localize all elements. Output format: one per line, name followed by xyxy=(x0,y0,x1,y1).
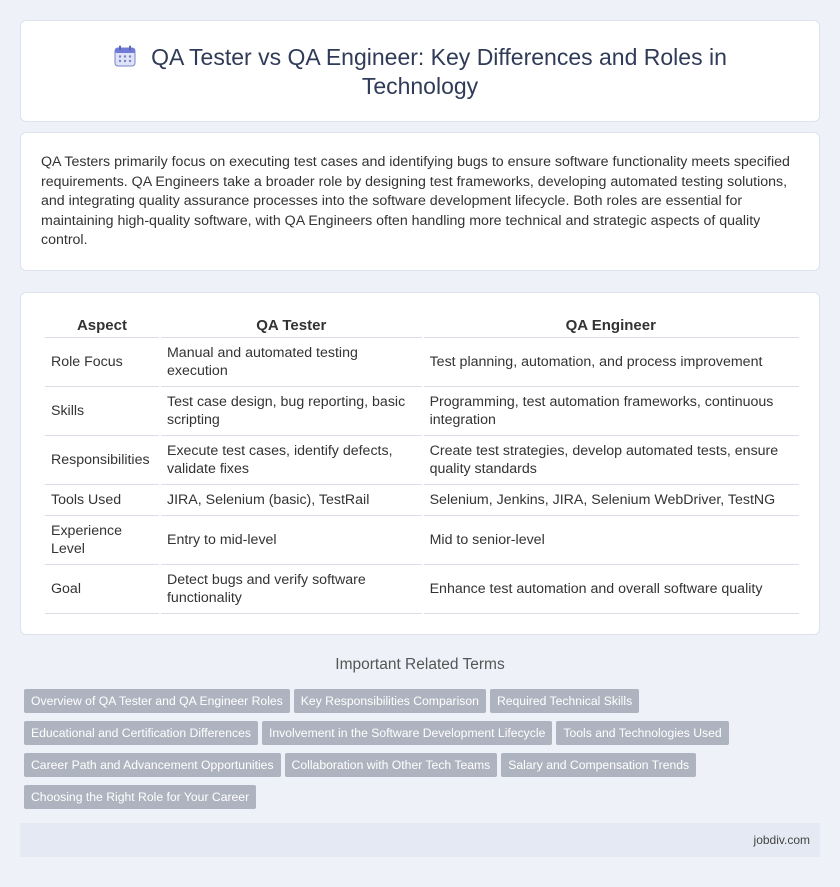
related-term-tag[interactable]: Key Responsibilities Comparison xyxy=(294,689,486,713)
table-row xyxy=(44,337,799,386)
cell-qa-tester: Manual and automated testing execution xyxy=(160,337,423,386)
header-qa-tester: QA Tester xyxy=(160,315,423,337)
table-row xyxy=(44,515,799,564)
related-terms-list xyxy=(24,689,824,817)
cell-aspect: Tools Used xyxy=(44,484,160,515)
related-term-tag[interactable]: Choosing the Right Role for Your Career xyxy=(24,785,256,809)
table-row xyxy=(44,484,799,515)
table-header-row xyxy=(44,315,799,337)
related-terms-title: Important Related Terms xyxy=(335,656,505,673)
cell-aspect: Experience Level xyxy=(44,515,160,564)
related-term-tag[interactable]: Collaboration with Other Tech Teams xyxy=(285,753,498,777)
cell-qa-tester: Detect bugs and verify software functionality xyxy=(160,564,423,613)
cell-qa-engineer: Selenium, Jenkins, JIRA, Selenium WebDriver, TestNG xyxy=(423,484,799,515)
intro-card xyxy=(20,132,820,271)
header-aspect: Aspect xyxy=(44,315,160,337)
page-title-wrap xyxy=(61,43,779,101)
related-term-tag[interactable]: Career Path and Advancement Opportunities xyxy=(24,753,281,777)
header-card xyxy=(20,20,820,122)
related-term-tag[interactable]: Overview of QA Tester and QA Engineer Roles xyxy=(24,689,290,713)
cell-qa-engineer: Programming, test automation frameworks, continuous integration xyxy=(423,386,799,435)
header-qa-engineer: QA Engineer xyxy=(423,315,799,337)
cell-aspect: Skills xyxy=(44,386,160,435)
comparison-table xyxy=(43,315,799,614)
related-term-tag[interactable]: Tools and Technologies Used xyxy=(556,721,728,745)
footer xyxy=(20,823,820,857)
table-row xyxy=(44,564,799,613)
table-row xyxy=(44,435,799,484)
related-term-tag[interactable]: Educational and Certification Differences xyxy=(24,721,258,745)
intro-text: QA Testers primarily focus on executing test cases and identifying bugs to ensure software functionality meets specified requirements. QA Engineers take a broader role by designing test frameworks, developing automated testing solutions, and integrating quality assurance processes into the software development lifecycle. Both roles are essential for maintaining high-quality software, with QA Engineers often handling more technical and strategic aspects of quality control. xyxy=(41,154,790,249)
cell-qa-engineer: Test planning, automation, and process improvement xyxy=(423,337,799,386)
cell-qa-engineer: Mid to senior-level xyxy=(423,515,799,564)
cell-aspect: Goal xyxy=(44,564,160,613)
cell-qa-tester: Entry to mid-level xyxy=(160,515,423,564)
related-term-tag[interactable]: Salary and Compensation Trends xyxy=(501,753,696,777)
cell-qa-engineer: Enhance test automation and overall software quality xyxy=(423,564,799,613)
cell-qa-tester: Execute test cases, identify defects, validate fixes xyxy=(160,435,423,484)
cell-qa-tester: JIRA, Selenium (basic), TestRail xyxy=(160,484,423,515)
cell-aspect: Responsibilities xyxy=(44,435,160,484)
related-term-tag[interactable]: Required Technical Skills xyxy=(490,689,639,713)
comparison-card xyxy=(20,292,820,635)
footer-site-link[interactable]: jobdiv.com xyxy=(753,833,810,847)
cell-qa-engineer: Create test strategies, develop automated tests, ensure quality standards xyxy=(423,435,799,484)
related-term-tag[interactable]: Involvement in the Software Development Lifecycle xyxy=(262,721,552,745)
table-row xyxy=(44,386,799,435)
cell-aspect: Role Focus xyxy=(44,337,160,386)
page-title: QA Tester vs QA Engineer: Key Differences and Roles in Technology xyxy=(151,44,727,99)
cell-qa-tester: Test case design, bug reporting, basic scripting xyxy=(160,386,423,435)
calendar-icon xyxy=(113,44,137,68)
